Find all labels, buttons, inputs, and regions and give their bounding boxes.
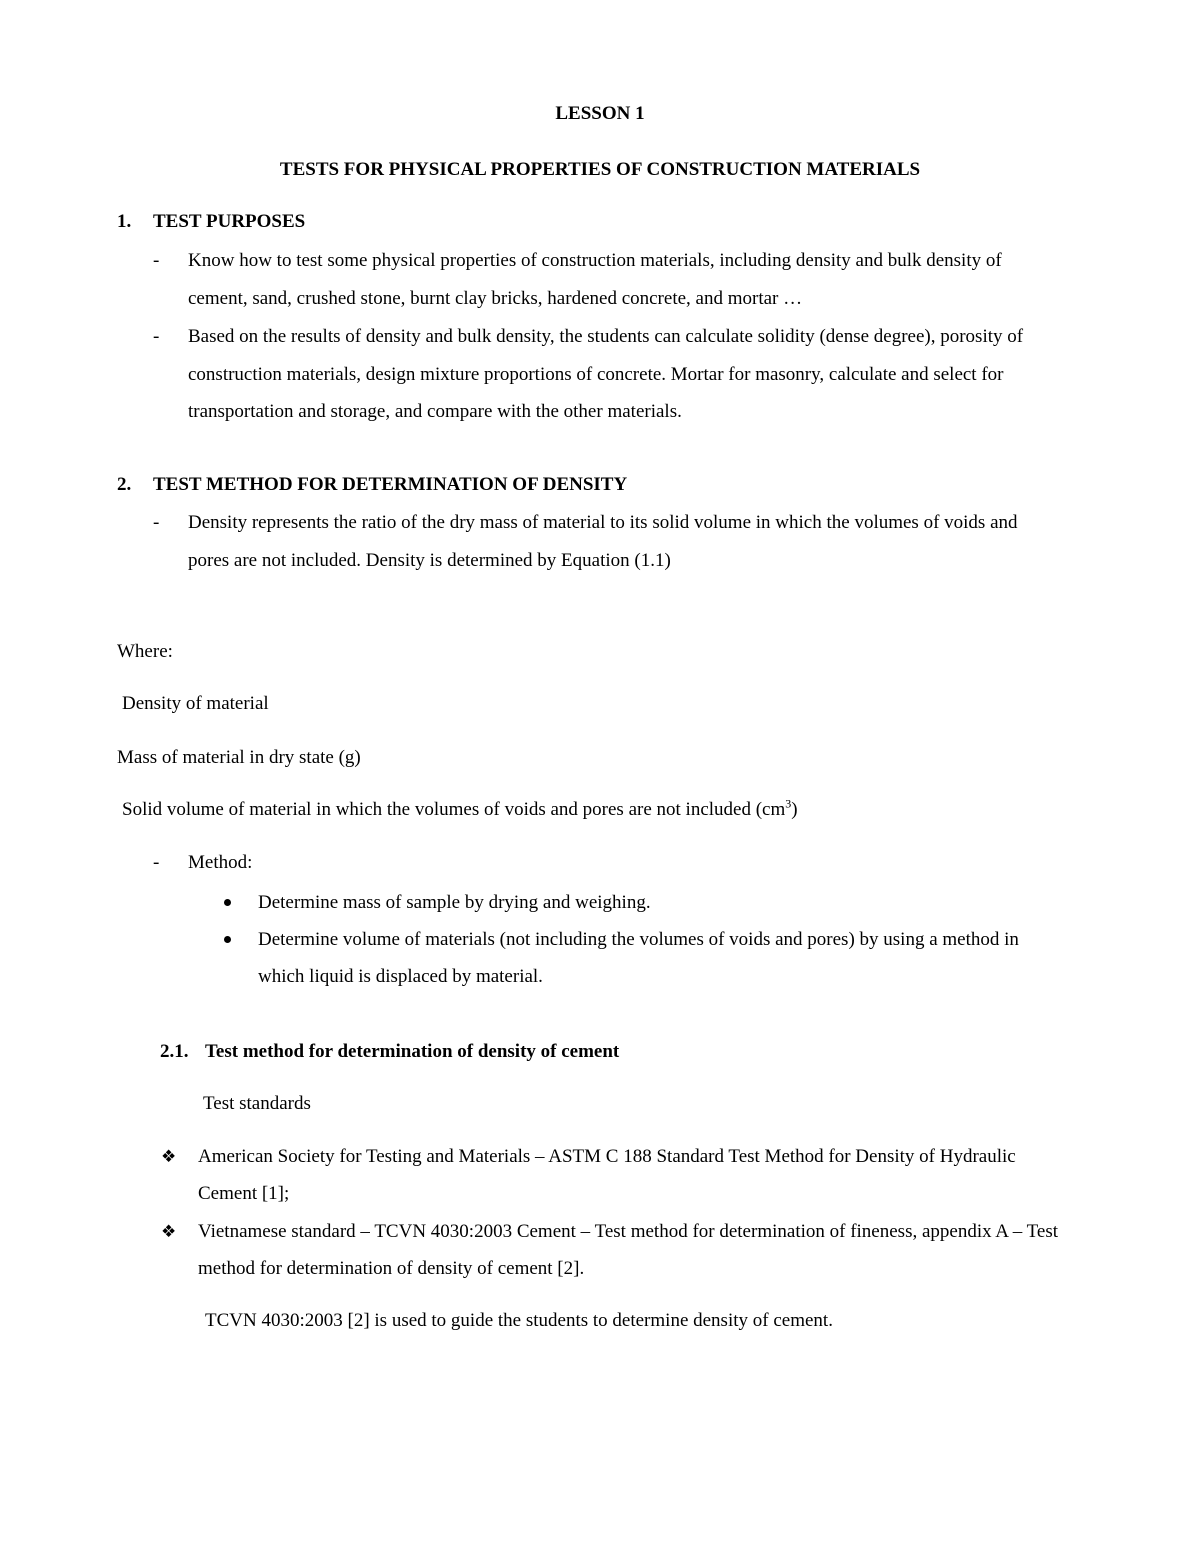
section-2-1-heading: Test method for determination of density of cement	[205, 1041, 620, 1062]
where-label: Where:	[117, 641, 173, 662]
dash-bullet: -	[153, 512, 160, 533]
dash-bullet: -	[153, 326, 160, 347]
section-2-1-number: 2.1.	[160, 1041, 189, 1062]
method-step-2-line-1: Determine volume of materials (not including the volumes of voids and pores) by using a method in	[258, 929, 1019, 950]
section-1-heading: TEST PURPOSES	[153, 211, 306, 232]
dash-bullet: -	[153, 250, 160, 271]
definition-volume-text: Solid volume of material in which the volumes of voids and pores are not included (cm	[122, 799, 786, 820]
section-2-heading: TEST METHOD FOR DETERMINATION OF DENSITY	[153, 474, 628, 495]
method-label: Method:	[188, 852, 253, 873]
definition-density: Density of material	[122, 693, 269, 714]
document-title: TESTS FOR PHYSICAL PROPERTIES OF CONSTRUCTION MATERIALS	[279, 159, 921, 180]
definition-volume-close: )	[791, 799, 798, 820]
density-def-line-1: Density represents the ratio of the dry mass of material to its solid volume in which the volumes of voids and	[188, 512, 1018, 533]
diamond-bullet-icon: ❖	[161, 1147, 177, 1166]
test-standards-label: Test standards	[203, 1093, 311, 1114]
purpose-2-line-3: transportation and storage, and compare with the other materials.	[188, 401, 682, 422]
purpose-1-line-1: Know how to test some physical properties of construction materials, including density and bulk density of	[188, 250, 1002, 271]
bullet-dot-icon	[224, 899, 231, 906]
purpose-2-line-1: Based on the results of density and bulk density, the students can calculate solidity (dense degree), porosity of	[188, 326, 1024, 347]
definition-mass: Mass of material in dry state (g)	[117, 747, 361, 768]
cubic-superscript: 3	[785, 796, 792, 811]
section-1-number: 1.	[117, 211, 132, 232]
section-2-number: 2.	[117, 474, 132, 495]
dash-bullet: -	[153, 852, 160, 873]
purpose-2-line-2: construction materials, design mixture proportions of concrete. Mortar for masonry, calculate and select for	[188, 364, 1004, 385]
standard-1-line-1: American Society for Testing and Materials – ASTM C 188 Standard Test Method for Density of Hydraulic	[198, 1146, 1016, 1167]
bullet-dot-icon	[224, 936, 231, 943]
diamond-bullet-icon: ❖	[161, 1222, 177, 1241]
method-step-1: Determine mass of sample by drying and weighing.	[258, 892, 651, 913]
method-step-2-line-2: which liquid is displaced by material.	[258, 966, 543, 987]
closing-sentence: TCVN 4030:2003 [2] is used to guide the students to determine density of cement.	[205, 1310, 833, 1331]
lesson-title: LESSON 1	[555, 103, 645, 124]
standard-2-line-2: method for determination of density of cement [2].	[198, 1258, 585, 1279]
standard-2-line-1: Vietnamese standard – TCVN 4030:2003 Cement – Test method for determination of fineness, appendix A – Test	[198, 1221, 1059, 1242]
definition-volume	[122, 796, 798, 820]
standard-1-line-2: Cement [1];	[198, 1183, 290, 1204]
density-def-line-2: pores are not included. Density is determined by Equation (1.1)	[188, 550, 671, 571]
purpose-1-line-2: cement, sand, crushed stone, burnt clay bricks, hardened concrete, and mortar …	[188, 288, 803, 309]
